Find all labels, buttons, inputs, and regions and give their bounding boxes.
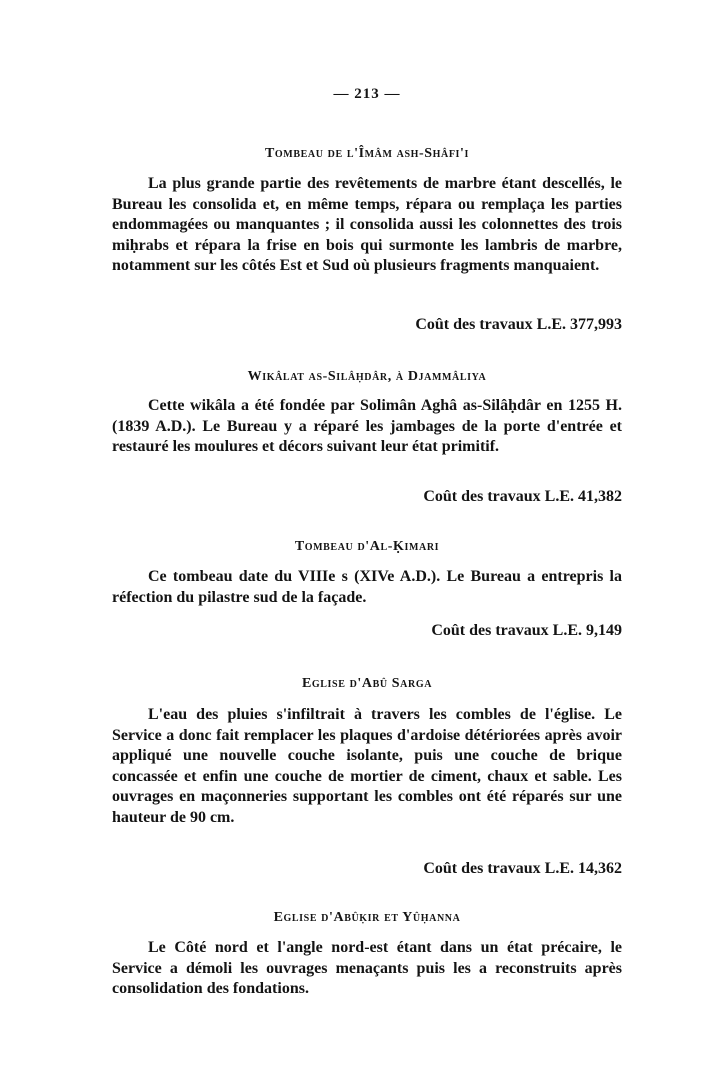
section-paragraph-abukir-et-yuhanna: Le Côté nord et l'angle nord-est étant dans un état précaire, le Service a démoli les ouvrages menaçants puis les a reconstruits après consolidation des fondations.: [112, 939, 622, 997]
section-paragraph-abu-sarga: L'eau des pluies s'infiltrait à travers les combles de l'église. Le Service a donc fait remplacer les plaques d'ardoise détériorées après avoir appliqué une nouvelle couche isolante, puis une couche de brique concassée et enfin une couche de mortier de ciment, chaux et sable. Les ouvrages en maçonneries supportant les combles ont été réparés sur une hauteur de 90 cm.: [112, 706, 622, 826]
section-paragraph-wikalat-as-silahdar: Cette wikâla a été fondée par Solimân Aghâ as-Silâḥdâr en 1255 H. (1839 A.D.). Le Bureau y a réparé les jambages de la porte d'entrée et restauré les moulures et décors suivant leur état primitif.: [112, 397, 622, 455]
section-cost-imam-ash-shafii: Coût des travaux L.E. 377,993: [415, 316, 622, 333]
section-cost-al-kimari: Coût des travaux L.E. 9,149: [431, 622, 622, 639]
section-paragraph-al-kimari: Ce tombeau date du VIIIe s (XIVe A.D.). Le Bureau a entrepris la réfection du pilastre sud de la façade.: [112, 568, 622, 606]
section-cost-wikalat-as-silahdar: Coût des travaux L.E. 41,382: [423, 488, 622, 505]
section-title-al-kimari: Tombeau d'Al-Ḳimari: [294, 539, 440, 554]
section-title-abukir-et-yuhanna: Eglise d'Abûḳir et Yûḥanna: [273, 910, 461, 925]
section-paragraph-imam-ash-shafii: La plus grande partie des revêtements de marbre étant descellés, le Bureau les consolida et, en même temps, répara ou remplaça les parties endommagées ou manquantes ; il consolida aussi les colonnettes des trois miḥrabs et répara la frise en bois qui surmonte les lambris de marbre, notamment sur les côtés Est et Sud où plusieurs fragments manquaient.: [112, 175, 622, 274]
section-title-abu-sarga: Eglise d'Abû Sarga: [301, 676, 433, 691]
section-title-wikalat-as-silahdar: Wikâlat as-Silâḥdâr, à Djammâliya: [247, 369, 487, 384]
page-number: — 213 —: [333, 86, 401, 102]
section-title-imam-ash-shafii: Tombeau de l'Îmâm ash-Shâfi'i: [264, 146, 470, 161]
section-cost-abu-sarga: Coût des travaux L.E. 14,362: [423, 860, 622, 877]
